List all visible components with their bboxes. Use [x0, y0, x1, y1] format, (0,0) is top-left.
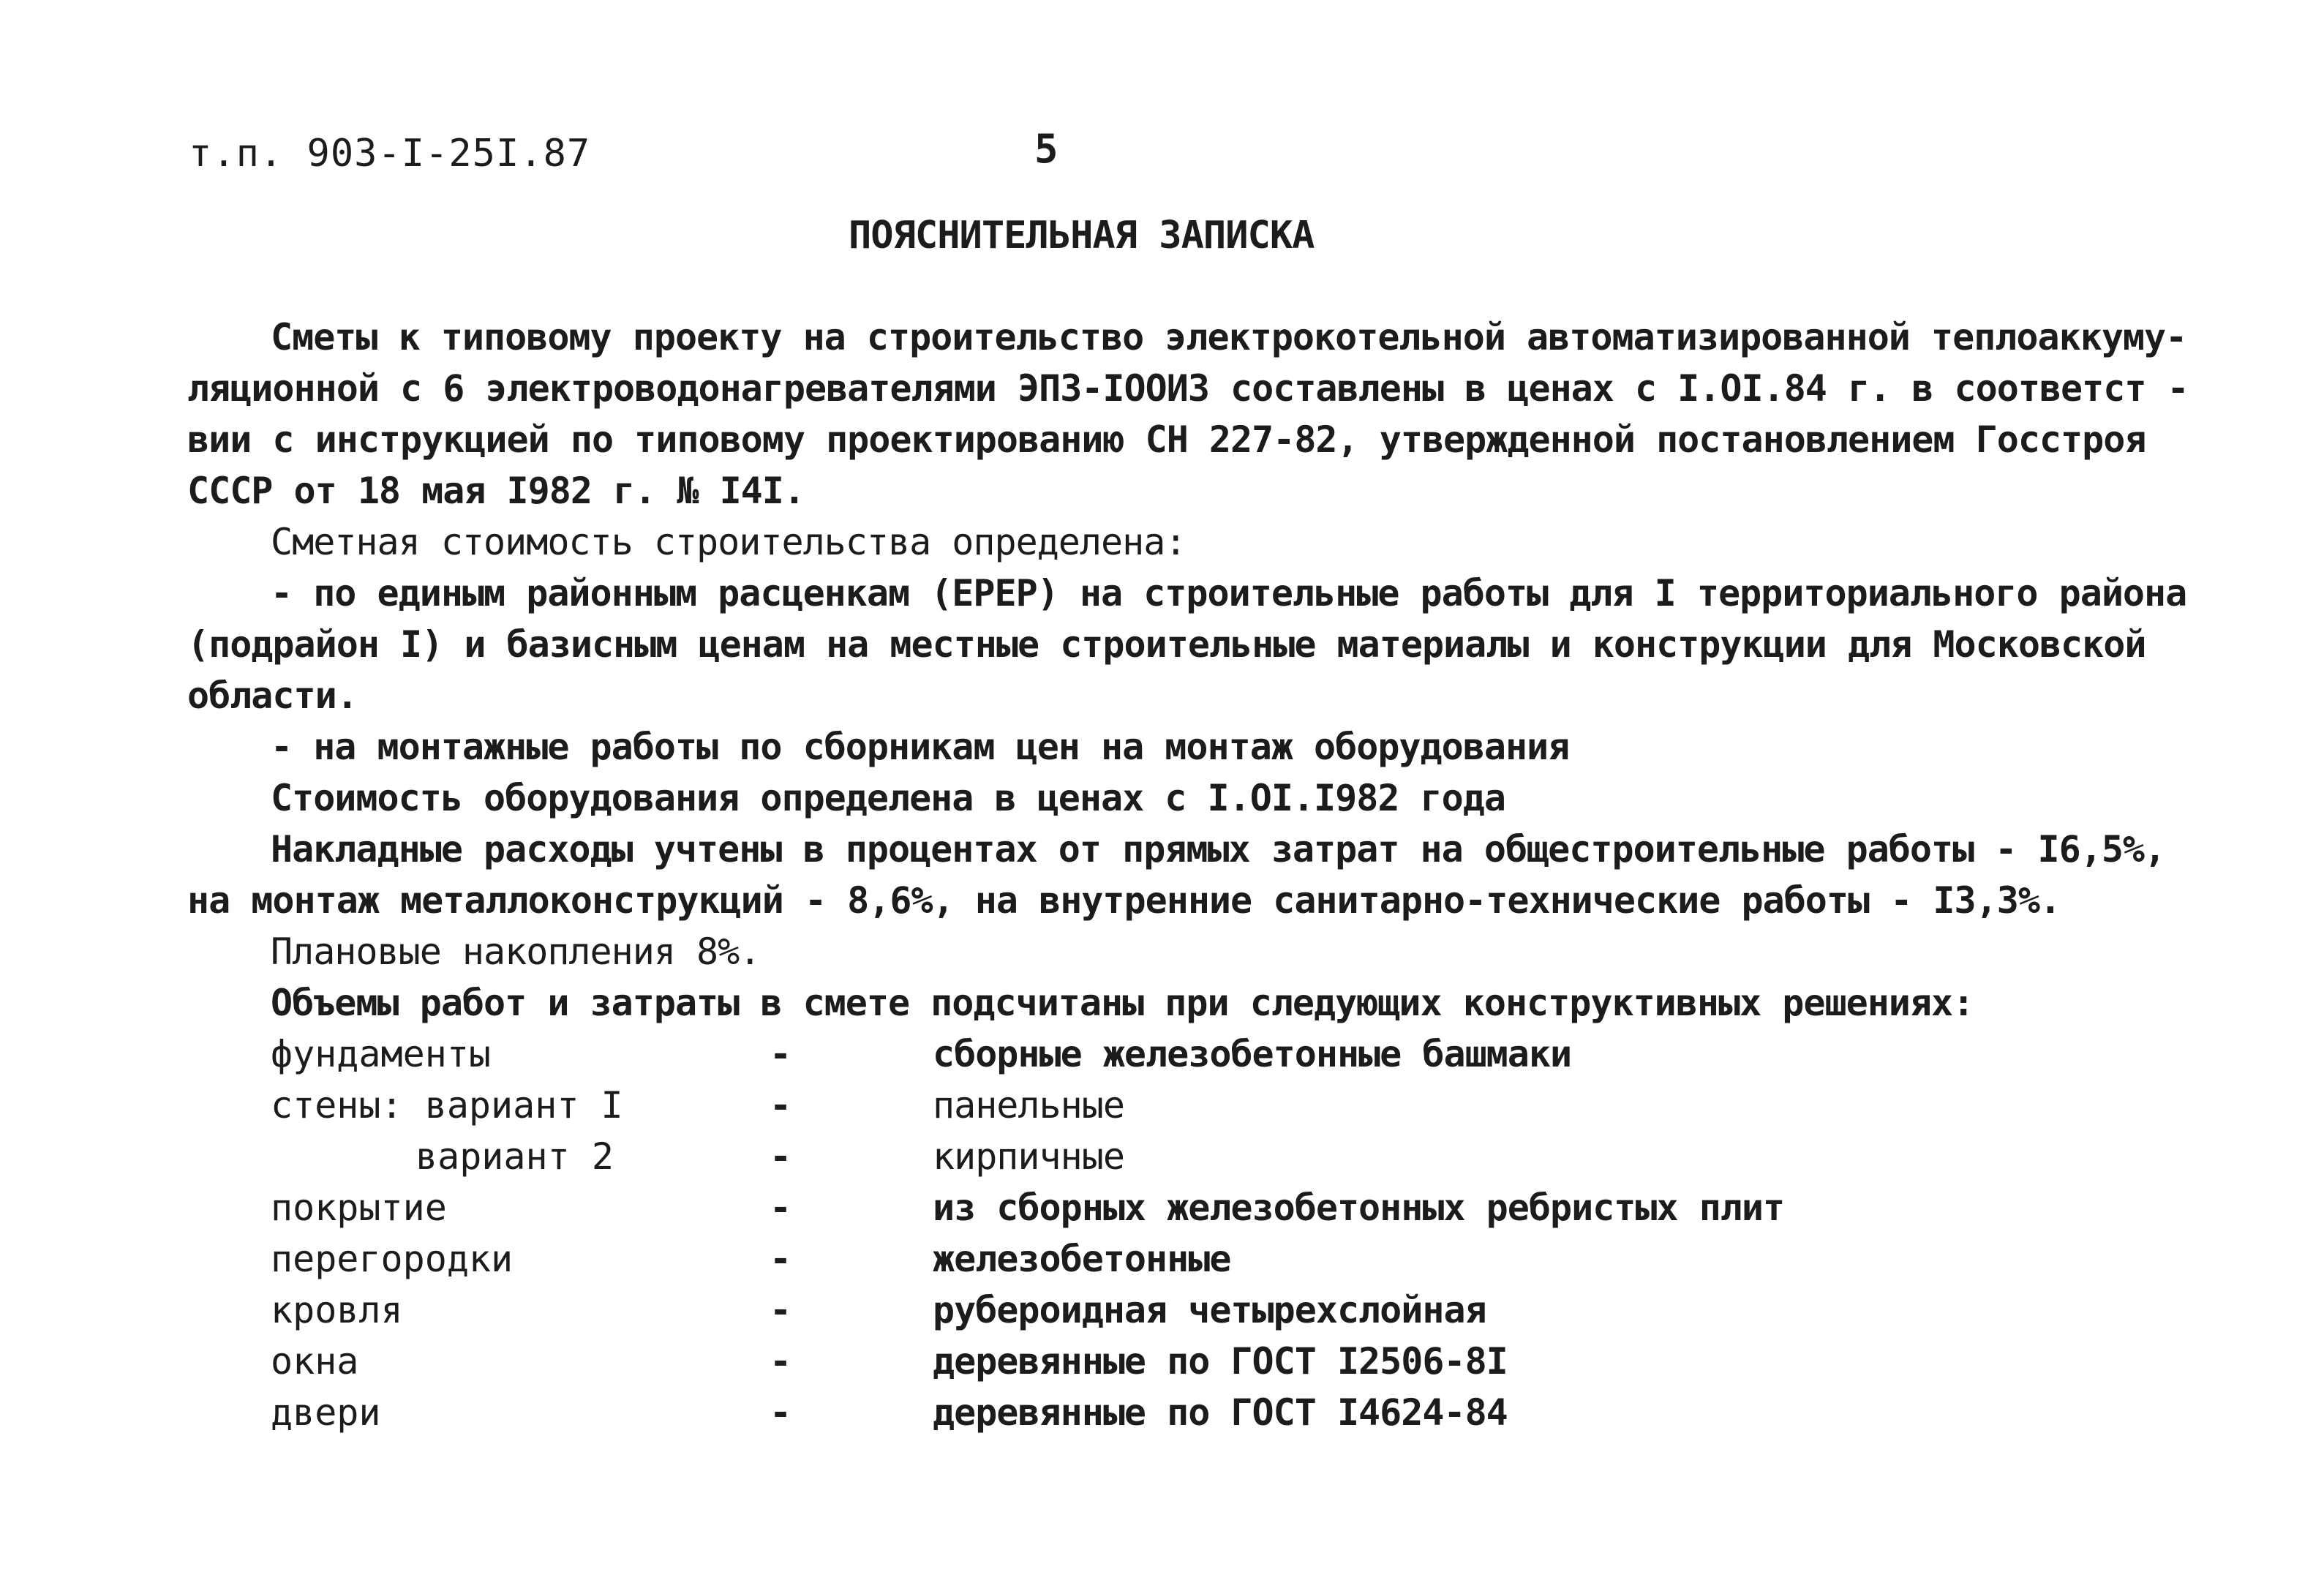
paragraph-1-line-3: вии с инструкцией по типовому проектированию СН 227-82, утвержденной постановлением Госстроя — [187, 418, 2146, 461]
spec-dash: - — [770, 1391, 792, 1434]
spec-dash: - — [770, 1186, 792, 1229]
page-number: 5 — [1034, 126, 1058, 172]
spec-label: кровля — [271, 1289, 403, 1331]
paragraph-3-line-2: (подрайон I) и базисным ценам на местные строительные материалы и конструкции для Московской — [187, 623, 2146, 666]
paragraph-3-line-1: - по единым районным расценкам (ЕРЕР) на строительные работы для I территориального района — [271, 572, 2187, 614]
spec-value: деревянные по ГОСТ I4624-84 — [933, 1391, 1508, 1434]
spec-value: железобетонные — [933, 1238, 1231, 1280]
paragraph-8: Объемы работ и затраты в смете подсчитаны при следующих конструктивных решениях: — [271, 982, 1974, 1024]
spec-dash: - — [770, 1289, 792, 1331]
paragraph-3-line-3: области. — [187, 674, 358, 717]
paragraph-7: Плановые накопления 8%. — [271, 930, 761, 973]
spec-value: панельные — [933, 1084, 1124, 1127]
paragraph-1-line-2: ляционной с 6 электроводонагревателями ЭПЗ-IООИЗ составлены в ценах с I.OI.84 г. в соответст - — [187, 367, 2189, 410]
paragraph-6-line-2: на монтаж металлоконструкций - 8,6%, на внутренние санитарно-технические работы - I3,3%. — [187, 879, 2061, 922]
paragraph-4: - на монтажные работы по сборникам цен на монтаж оборудования — [271, 726, 1570, 768]
spec-label: окна — [271, 1340, 359, 1383]
paragraph-2: Сметная стоимость строительства определена: — [271, 521, 1187, 563]
spec-dash: - — [770, 1238, 792, 1280]
spec-dash: - — [770, 1340, 792, 1383]
spec-label: вариант 2 — [415, 1135, 614, 1178]
paragraph-1-line-1: Сметы к типовому проекту на строительство электрокотельной автоматизированной теплоаккуму- — [271, 316, 2187, 358]
spec-value: деревянные по ГОСТ I2506-8I — [933, 1340, 1508, 1383]
paragraph-6-line-1: Накладные расходы учтены в процентах от прямых затрат на общестроительные работы - I6,5%, — [271, 828, 2166, 870]
spec-dash: - — [770, 1033, 792, 1075]
paragraph-5: Стоимость оборудования определена в ценах с I.OI.I982 года — [271, 777, 1505, 819]
document-code: т.п. 903-I-25I.87 — [189, 132, 591, 176]
spec-label: стены: вариант I — [271, 1084, 623, 1127]
spec-value: кирпичные — [933, 1135, 1124, 1178]
spec-dash: - — [770, 1084, 792, 1127]
spec-dash: - — [770, 1135, 792, 1178]
spec-label: фундаменты — [271, 1033, 492, 1075]
spec-label: перегородки — [271, 1238, 514, 1280]
spec-label: двери — [271, 1391, 381, 1434]
spec-value: сборные железобетонные башмаки — [933, 1033, 1572, 1075]
spec-value: из сборных железобетонных ребристых плит — [933, 1186, 1785, 1229]
spec-value: рубероидная четырехслойная — [933, 1289, 1486, 1331]
spec-label: покрытие — [271, 1186, 447, 1229]
document-title: ПОЯСНИТЕЛЬНАЯ ЗАПИСКА — [849, 214, 1315, 257]
paragraph-1-line-4: СССР от 18 мая I982 г. № I4I. — [187, 470, 805, 512]
